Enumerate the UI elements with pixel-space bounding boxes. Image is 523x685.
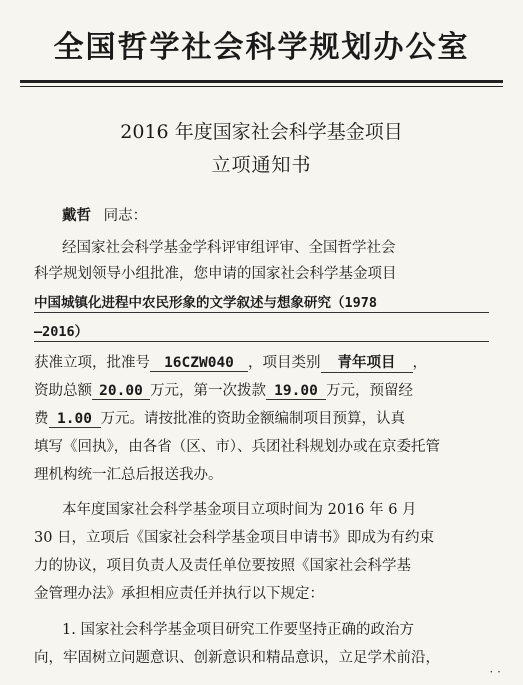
para1-line2: 科学规划领导小组批准，您申请的国家社会科学基金项目	[34, 266, 397, 282]
first-payment: 19.00	[266, 383, 326, 400]
para2-line4: 填写《回执》，由各省（区、市）、兵团社科规划办或在京委托管	[34, 439, 440, 455]
para4-line1: 1. 国家社会科学基金项目研究工作要坚持正确的政治方	[62, 622, 414, 638]
para3-line1: 本年度国家社会科学基金项目立项时间为 2016 年 6 月	[62, 502, 417, 518]
total-funding: 20.00	[92, 383, 150, 400]
document-subtitle: 立项通知书	[211, 154, 312, 176]
project-title-underline-2	[34, 341, 489, 342]
funding-line: 资助总额 20.00 万元，第一次拨款 19.00 万元，预留经	[34, 383, 413, 399]
project-title-line2: —2016）	[34, 324, 89, 340]
para3-line3: 力的协议，项目负责人及责任单位要按照《国家社会科学基	[34, 558, 411, 574]
salutation-suffix: 同志：	[103, 208, 148, 224]
project-title-line1: 中国城镇化进程中农民形象的文学叙述与想象研究（1978	[34, 295, 378, 311]
office-header: 全国哲学社会科学规划办公室	[53, 30, 470, 65]
project-title-underline-1	[34, 312, 489, 313]
para2-line5: 理机构统一汇总后报送我办。	[34, 467, 223, 483]
para3-line2: 30 日，立项后《国家社会科学基金项目申请书》即成为有约束	[34, 530, 435, 546]
approval-line: 获准立项，批准号 16CZW040 ，项目类别 青年项目 ，	[34, 351, 427, 373]
para1-line1: 经国家社会科学基金学科评审组评审、全国哲学社会	[62, 240, 396, 256]
document-title: 2016 年度国家社会科学基金项目	[120, 121, 403, 143]
para4-line2: 向，牢固树立问题意识、创新意识和精品意识，立足学术前沿，	[34, 650, 440, 666]
header-rule-thin	[20, 86, 503, 87]
reserve-line: 费 1.00 万元。请按批准的资助金额编制项目预算，认真	[34, 411, 405, 427]
para3-line4: 金管理办法》承担相应责任并执行以下规定：	[34, 586, 324, 602]
recipient-name: 戴哲	[62, 208, 91, 224]
approval-number: 16CZW040	[150, 355, 248, 372]
project-category: 青年项目	[321, 351, 413, 373]
footer-mark: · ·	[489, 665, 501, 679]
salutation	[62, 204, 147, 225]
header-rule-thick	[20, 80, 503, 83]
reserve-funding: 1.00	[49, 411, 101, 428]
